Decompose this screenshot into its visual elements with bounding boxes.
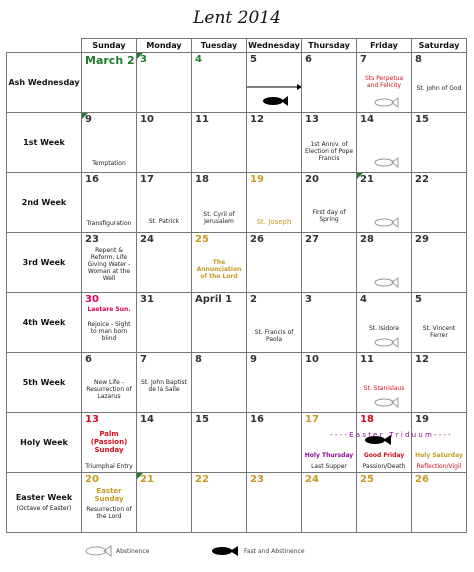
feast-note: St. Isidore — [368, 325, 400, 332]
day-cell — [247, 233, 302, 293]
day-number: 15 — [415, 114, 429, 125]
day-cell — [192, 173, 247, 233]
day-cell — [192, 413, 247, 473]
day-number: 24 — [140, 234, 154, 245]
day-cell — [82, 473, 137, 533]
triduum-day-name: Holy Saturday — [415, 452, 463, 459]
feast-note: First day of Spring — [312, 209, 346, 223]
week-row — [7, 113, 467, 173]
triduum-note: Reflection/Vigil — [416, 463, 462, 470]
week-label: 2nd Week — [7, 173, 82, 233]
week-label: Holy Week — [7, 413, 82, 473]
day-header-row — [7, 39, 467, 53]
day-number: 31 — [140, 294, 154, 305]
day-number: 20 — [85, 474, 99, 485]
fast-fish-icon — [261, 95, 289, 107]
day-number: 16 — [250, 414, 264, 425]
day-cell — [82, 233, 137, 293]
day-number: 18 — [195, 174, 209, 185]
day-cell — [412, 413, 467, 473]
abstinence-fish-icon — [373, 157, 399, 168]
abstinence-fish-icon — [373, 337, 399, 348]
week-label: 3rd Week — [7, 233, 82, 293]
week-row — [7, 293, 467, 353]
day-cell — [82, 353, 137, 413]
day-number: 26 — [250, 234, 264, 245]
sunday-name: Laetare Sun. — [87, 306, 131, 313]
day-cell — [357, 113, 412, 173]
day-number: 16 — [85, 174, 99, 185]
day-number: 22 — [415, 174, 429, 185]
day-cell — [412, 233, 467, 293]
week-row — [7, 233, 467, 293]
abstinence-fish-icon — [84, 545, 112, 557]
day-header-tuesday: Tuesday — [192, 39, 247, 53]
feast-note: St. Cyril of Jerusalem — [203, 211, 235, 225]
day-cell — [357, 353, 412, 413]
day-cell — [412, 473, 467, 533]
day-cell — [192, 353, 247, 413]
abstinence-fish-icon — [373, 277, 399, 288]
feast-note: St. Joseph — [256, 218, 292, 226]
day-number: 23 — [250, 474, 264, 485]
day-header-monday: Monday — [137, 39, 192, 53]
day-header-friday: Friday — [357, 39, 412, 53]
day-cell — [412, 293, 467, 353]
day-cell — [82, 413, 137, 473]
day-cell — [412, 173, 467, 233]
easter-triduum-banner: - - - - E a s t e r T r i d u u m - - - - — [330, 431, 451, 439]
day-cell — [192, 293, 247, 353]
week-row — [7, 353, 467, 413]
feast-note: St. Patrick — [148, 218, 180, 225]
week-label-subtitle: (Octave of Easter) — [16, 505, 72, 512]
legend-fast-label: Fast and Abstinence — [244, 548, 305, 555]
day-number: 6 — [305, 54, 312, 65]
day-cell — [137, 473, 192, 533]
day-cell — [82, 113, 137, 173]
abstinence-fish-icon — [373, 397, 399, 408]
day-number: 26 — [415, 474, 429, 485]
day-number: 7 — [360, 54, 367, 65]
corner-cell — [7, 39, 82, 53]
day-cell — [247, 293, 302, 353]
day-cell — [302, 293, 357, 353]
day-number: 23 — [85, 234, 99, 245]
feast-note: St. John Baptist de la Salle — [140, 379, 188, 393]
feast-note: St. Vincent Ferrer — [422, 325, 456, 339]
day-number: 15 — [195, 414, 209, 425]
day-number: 9 — [85, 114, 92, 125]
triduum-note: Last Supper — [311, 463, 347, 470]
sunday-name: Easter Sunday — [94, 487, 124, 503]
day-cell — [247, 353, 302, 413]
day-number: 21 — [360, 174, 374, 185]
day-cell — [137, 293, 192, 353]
day-number: 13 — [85, 414, 99, 425]
day-number: 30 — [85, 294, 99, 305]
abstinence-fish-icon — [373, 97, 399, 108]
day-number: 11 — [195, 114, 209, 125]
day-cell — [137, 173, 192, 233]
day-number: 10 — [140, 114, 154, 125]
week-label: 4th Week — [7, 293, 82, 353]
day-cell — [357, 173, 412, 233]
day-cell — [412, 113, 467, 173]
day-number: April 1 — [195, 294, 233, 305]
gospel-note: Temptation — [92, 160, 126, 167]
gospel-note: Rejoice - Sight to man born blind — [87, 321, 131, 342]
day-cell — [247, 413, 302, 473]
week-label: 5th Week — [7, 353, 82, 413]
day-number: 14 — [140, 414, 154, 425]
day-header-sunday: Sunday — [82, 39, 137, 53]
feast-note: St. Francis of Paola — [254, 329, 294, 343]
week-row — [7, 473, 467, 533]
day-cell — [302, 53, 357, 113]
day-cell — [82, 173, 137, 233]
week-label: 1st Week — [7, 113, 82, 173]
day-number: 5 — [415, 294, 422, 305]
gospel-note: Resurrection of the Lord — [86, 506, 132, 520]
day-header-thursday: Thursday — [302, 39, 357, 53]
gospel-note: Transfiguration — [86, 220, 132, 227]
calendar-title: Lent 2014 — [193, 8, 281, 28]
day-cell — [412, 53, 467, 113]
day-number: 19 — [415, 414, 429, 425]
day-number: 8 — [415, 54, 422, 65]
day-number: 7 — [140, 354, 147, 365]
feast-note: 1st Anniv. of Election of Pope Francis — [304, 141, 354, 162]
lent-calendar — [6, 38, 467, 533]
week-label — [7, 473, 82, 533]
day-cell — [192, 233, 247, 293]
day-number: 9 — [250, 354, 257, 365]
day-header-wednesday: Wednesday — [247, 39, 302, 53]
day-number: 12 — [415, 354, 429, 365]
day-number: 27 — [305, 234, 319, 245]
day-cell — [137, 233, 192, 293]
day-number: 19 — [250, 174, 264, 185]
day-cell — [412, 353, 467, 413]
triduum-day-name: Good Friday — [363, 452, 405, 459]
day-number: 8 — [195, 354, 202, 365]
day-number: 5 — [250, 54, 257, 65]
gospel-note: Triumphal Entry — [85, 463, 133, 470]
day-number: 17 — [305, 414, 319, 425]
week-row — [7, 413, 467, 473]
day-number: 4 — [360, 294, 367, 305]
day-number: 4 — [195, 54, 202, 65]
day-cell — [302, 173, 357, 233]
abstinence-fish-icon — [373, 217, 399, 228]
day-cell — [247, 113, 302, 173]
gospel-note: Repent & Reform, Life Giving Water - Woman at the Well — [87, 247, 131, 282]
day-number: 24 — [305, 474, 319, 485]
day-cell — [302, 353, 357, 413]
day-number: 12 — [250, 114, 264, 125]
day-number: 25 — [360, 474, 374, 485]
week-row — [7, 173, 467, 233]
day-cell — [302, 413, 357, 473]
triduum-note: Passion/Death — [362, 463, 406, 470]
triduum-day-name: Holy Thursday — [304, 452, 354, 459]
day-cell — [302, 473, 357, 533]
day-number: 28 — [360, 234, 374, 245]
feast-note: Sts Perpetua and Felicity — [364, 75, 404, 89]
day-number: 13 — [305, 114, 319, 125]
week-label: Ash Wednesday — [7, 53, 82, 113]
day-cell — [192, 473, 247, 533]
arrow-right-icon — [247, 81, 302, 93]
day-cell — [357, 473, 412, 533]
day-number: 17 — [140, 174, 154, 185]
day-number: 29 — [415, 234, 429, 245]
day-number: 11 — [360, 354, 374, 365]
day-cell — [357, 53, 412, 113]
day-number: 3 — [305, 294, 312, 305]
day-number: 22 — [195, 474, 209, 485]
week-row — [7, 53, 467, 113]
day-cell — [137, 53, 192, 113]
day-cell — [357, 293, 412, 353]
week-label-title: Easter Week — [15, 493, 73, 502]
day-cell — [302, 233, 357, 293]
feast-note: St. John of God — [416, 85, 462, 92]
day-number: 25 — [195, 234, 209, 245]
day-cell — [357, 233, 412, 293]
day-cell — [247, 53, 302, 113]
gospel-note: New Life - Resurrection of Lazarus — [86, 379, 132, 400]
sunday-name: Palm (Passion) Sunday — [90, 430, 128, 454]
day-number: 3 — [140, 54, 147, 65]
day-number: 14 — [360, 114, 374, 125]
day-cell — [302, 113, 357, 173]
day-cell — [192, 113, 247, 173]
day-cell — [247, 473, 302, 533]
day-header-saturday: Saturday — [412, 39, 467, 53]
day-cell — [82, 293, 137, 353]
day-number: 2 — [250, 294, 257, 305]
day-cell — [137, 113, 192, 173]
feast-note: St. Stanislaus — [363, 385, 405, 392]
day-number: 10 — [305, 354, 319, 365]
day-number: 18 — [360, 414, 374, 425]
feast-note: The Annunciation of the Lord — [196, 259, 242, 280]
day-cell — [137, 413, 192, 473]
day-cell — [82, 53, 137, 113]
day-number: 6 — [85, 354, 92, 365]
day-cell — [192, 53, 247, 113]
fast-fish-icon — [210, 545, 240, 557]
day-number: 21 — [140, 474, 154, 485]
day-number: March 2 — [85, 54, 135, 67]
day-cell — [137, 353, 192, 413]
legend-abstinence-label: Abstinence — [116, 548, 150, 555]
day-cell — [357, 413, 412, 473]
day-cell — [247, 173, 302, 233]
day-number: 20 — [305, 174, 319, 185]
